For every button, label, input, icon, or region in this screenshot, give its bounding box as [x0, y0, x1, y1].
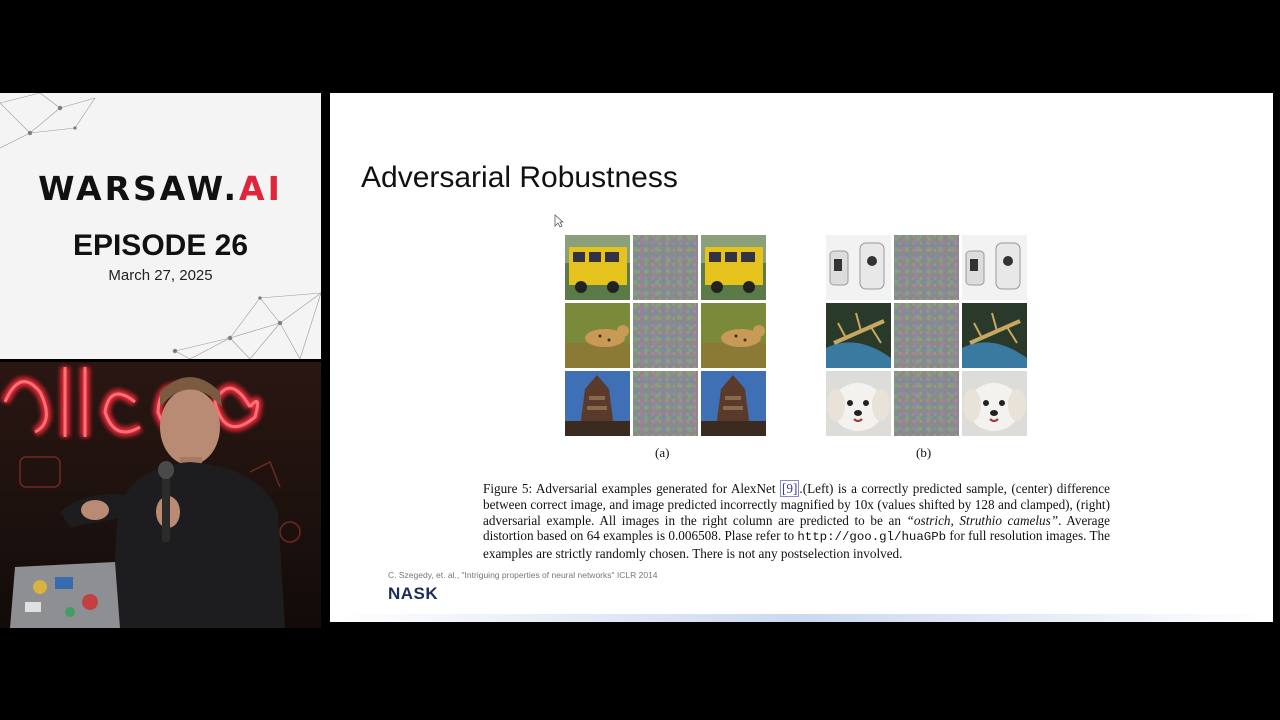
figure-grid-b	[826, 235, 1027, 436]
nask-logo: NASK	[388, 584, 439, 603]
reference-link[interactable]: [9]	[782, 481, 798, 496]
logo-accent-text: AI	[239, 169, 283, 208]
subcaption-a: (a)	[655, 445, 670, 460]
caption-text-part: Figure 5: Adversarial examples generated for AlexNet	[483, 481, 780, 496]
slide-bottom-glow	[330, 614, 1273, 622]
dog-adversarial-image	[962, 371, 1027, 436]
temple-adversarial-image	[701, 371, 766, 436]
caption-italic-label: “ostrich, Struthio camelus”	[906, 512, 1059, 528]
cheetah-adversarial-image	[701, 303, 766, 368]
difference-noise-image	[894, 303, 959, 368]
school-bus-original-image	[565, 235, 630, 300]
speaker-video-frame	[0, 362, 321, 628]
mouse-cursor-icon	[554, 214, 564, 228]
mantis-adversarial-image	[962, 303, 1027, 368]
episode-date: March 27, 2025	[108, 267, 213, 284]
figure-caption	[483, 481, 1110, 562]
warsaw-ai-logo	[0, 169, 321, 208]
slide-title: Adversarial Robustness	[361, 161, 678, 194]
logo-main-text: WARSAW.	[38, 169, 240, 208]
presentation-slide	[330, 93, 1273, 622]
soap-dispenser-adversarial-image	[962, 235, 1027, 300]
caption-url-link[interactable]: http://goo.gl/huaGPb	[797, 530, 947, 545]
episode-title: EPISODE 26	[72, 229, 249, 262]
figure-grid-a	[565, 235, 766, 436]
difference-noise-image	[894, 371, 959, 436]
difference-noise-image	[633, 235, 698, 300]
temple-original-image	[565, 371, 630, 436]
slide-citation: C. Szegedy, et. al., "Intriguing properties of neural networks" ICLR 2014	[388, 570, 658, 580]
mantis-original-image	[826, 303, 891, 368]
caption-text-part: . Average distortion based on 64 examples is 0.006508. Plase refer to	[483, 512, 1110, 544]
difference-noise-image	[633, 303, 698, 368]
soap-dispenser-original-image	[826, 235, 891, 300]
event-branding-panel	[0, 93, 321, 359]
difference-noise-image	[633, 371, 698, 436]
speaker-camera-feed	[0, 362, 321, 628]
subcaption-b: (b)	[916, 445, 932, 460]
dog-original-image	[826, 371, 891, 436]
caption-text-part: .(Left) is a correctly predicted sample, (center) difference between correct image, and image predicted incorrectly magnified by 10x (values shifted by 128 and clamped), (right) adversarial example. All images in the right column are predicted to be an	[483, 481, 1110, 528]
school-bus-adversarial-image	[701, 235, 766, 300]
caption-text-part: for full resolution images. The examples are strictly randomly chosen. There is not any postselection involved.	[483, 528, 1110, 562]
network-decoration-graphic	[0, 93, 321, 359]
difference-noise-image	[894, 235, 959, 300]
cheetah-original-image	[565, 303, 630, 368]
